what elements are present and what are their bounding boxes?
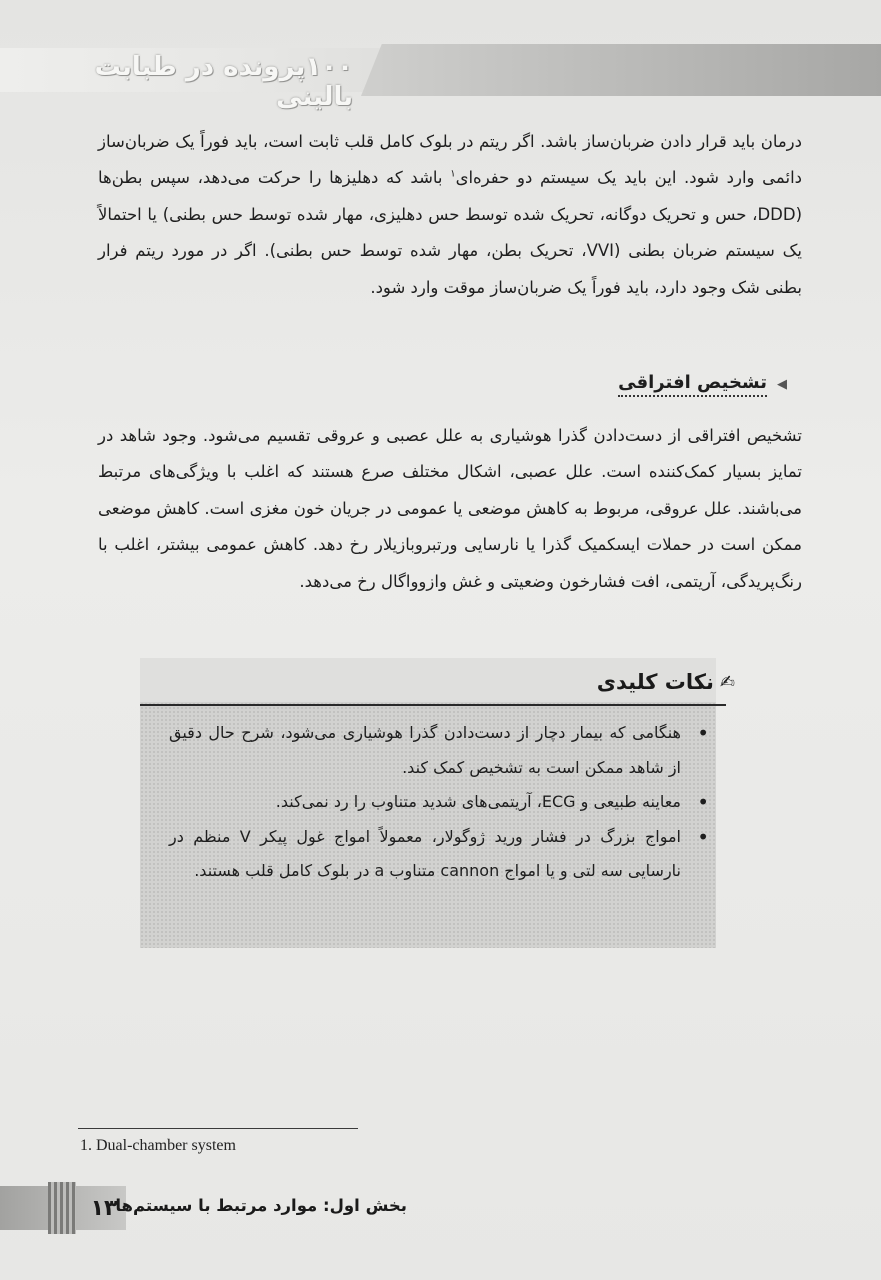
triangle-arrow-icon: ◀ xyxy=(777,377,787,392)
paragraph-text-continued: باشد که دهلیزها را حرکت می‌دهد، سپس بطن‌ها (DDD، حس و تحریک دوگانه، تحریک شده توسط حس دهلیزی، مهار شده توسط حس بطنی) یا احتمالاً یک سیستم ضربان بطنی (VVI، تحریک بطن، مهار شده توسط حس بطنی). اگر در مورد ریتم فرار بطنی شک وجود دارد، باید فوراً یک ضربان‌ساز موقت وارد شود. xyxy=(98,168,802,297)
key-points-rule xyxy=(140,704,726,706)
paragraph-treatment xyxy=(98,124,802,306)
pencil-icon: ✍ xyxy=(719,671,735,693)
footnote-divider xyxy=(78,1128,358,1129)
footer-decoration xyxy=(48,1182,76,1234)
list-item: • امواج بزرگ در فشار ورید ژوگولار، معمولاً امواج غول پیکر V منظم در نارسایی سه لتی و یا امواج cannon متناوب a در بلوک کامل قلب هستند. xyxy=(169,820,709,889)
header-tab xyxy=(361,44,881,96)
key-points-title xyxy=(597,670,735,694)
key-points-title-text: نکات کلیدی xyxy=(596,670,714,694)
section-heading-text: تشخیص افتراقی xyxy=(618,372,767,397)
running-title: ۱۰۰پرونده در طبابت بالینی xyxy=(94,52,353,112)
list-item: • هنگامی که بیمار دچار از دست‌دادن گذرا هوشیاری می‌شود، شرح حال دقیق از شاهد ممکن است به تشخیص کمک کند. xyxy=(169,716,709,785)
page-number: ۱۳ xyxy=(90,1195,118,1221)
paragraph-text: درمان باید قرار دادن ضربان‌ساز باشد. اگر ریتم در بلوک کامل قلب ثابت است، باید فوراً یک ضربان‌ساز دائمی وارد شود. این باید یک سیستم دو حفره‌ای xyxy=(98,132,802,188)
footnote-marker: ۱ xyxy=(450,168,456,180)
footer-section-title: بخش اول: موارد مرتبط با سیستم‌ها xyxy=(115,1196,407,1215)
list-item: • معاینه طبیعی و ECG، آریتمی‌های شدید متناوب را رد نمی‌کند. xyxy=(169,785,709,820)
footnote: 1. Dual-chamber system xyxy=(80,1137,236,1154)
key-points-list xyxy=(169,716,709,889)
paragraph-differential: تشخیص افتراقی از دست‌دادن گذرا هوشیاری به علل عصبی و عروقی تقسیم می‌شود. وجود شاهد در تمایز بسیار کمک‌کننده است. علل عصبی، اشکال مختلف صرع هستند که اغلب با ویژگی‌های مرتبط می‌باشند. علل عروقی، مربوط به کاهش موضعی یا عمومی در جریان خون مغزی است. کاهش موضعی ممکن است در حملات ایسکمیک گذرا یا نارسایی ورتبروبازیلار رخ دهد. کاهش عمومی بیشتر، اغلب با رنگ‌پریدگی، آریتمی، افت فشارخون وضعیتی و غش وازوواگال رخ می‌دهد. xyxy=(98,426,802,591)
section-heading xyxy=(618,372,787,397)
